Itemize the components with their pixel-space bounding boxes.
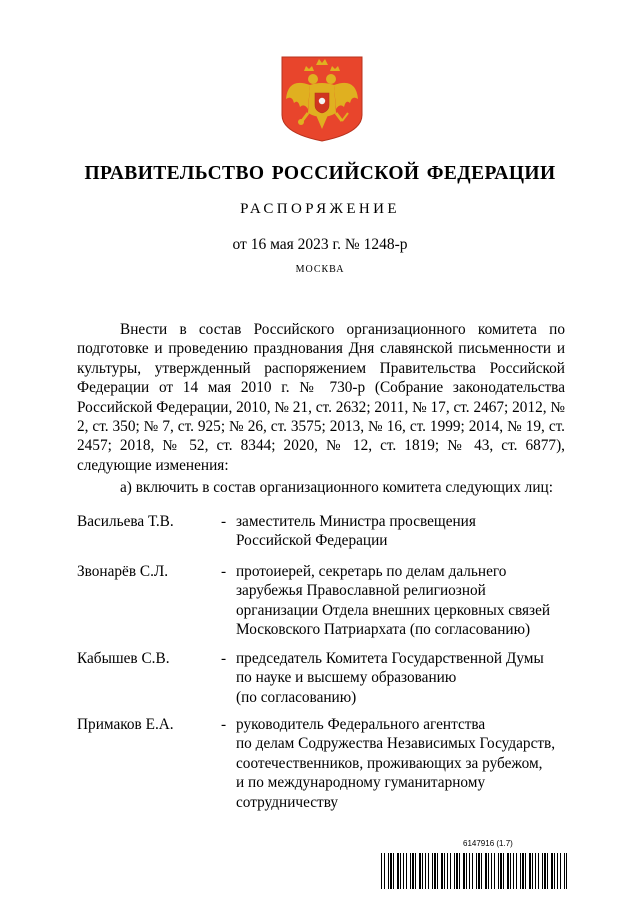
- barcode-bar: [412, 853, 414, 889]
- barcode-bar: [437, 853, 438, 889]
- role-line: Московского Патриархата (по согласованию): [236, 621, 531, 639]
- barcode-bar: [538, 853, 539, 889]
- barcode-bar: [415, 853, 416, 889]
- barcode-bar: [503, 853, 504, 889]
- barcode-bar: [476, 853, 477, 889]
- role-line: протоиерей, секретарь по делам дальнего: [236, 563, 507, 580]
- member-name: Примаков Е.А.: [77, 716, 174, 733]
- barcode-bar: [425, 853, 426, 889]
- barcode-bar: [535, 853, 536, 889]
- member-dash: -: [221, 716, 227, 733]
- barcode-bar: [393, 853, 394, 889]
- document-city: МОСКВА: [295, 264, 345, 275]
- barcode-bar: [381, 853, 382, 889]
- barcode-bar: [450, 853, 451, 889]
- barcode-bar: [529, 853, 531, 889]
- barcode-bar: [469, 853, 470, 889]
- member-role: [236, 715, 566, 812]
- barcode-bar: [463, 853, 465, 889]
- member-role: [236, 649, 566, 707]
- barcode-bar: [388, 853, 389, 889]
- barcode-icon: [381, 853, 567, 889]
- barcode-bar: [544, 853, 546, 889]
- barcode-bar: [488, 853, 489, 889]
- member-dash: -: [221, 513, 227, 530]
- russian-coat-of-arms-icon: [280, 55, 364, 143]
- barcode-bar: [522, 853, 524, 889]
- document-date-number: от 16 мая 2023 г. № 1248-р: [232, 236, 408, 253]
- barcode-bar: [466, 853, 467, 889]
- role-line: по делам Содружества Независимых Государств,: [236, 735, 556, 753]
- member-name: Кабышев С.В.: [77, 650, 170, 667]
- barcode-bar: [397, 853, 399, 889]
- member-dash: -: [221, 650, 227, 667]
- barcode-bar: [507, 853, 509, 889]
- barcode-bar: [564, 853, 565, 889]
- clause-a: а) включить в состав организационного комитета следующих лиц:: [120, 479, 553, 496]
- barcode-bar: [422, 853, 423, 889]
- barcode-bar: [441, 853, 443, 889]
- barcode-bar: [454, 853, 455, 889]
- barcode-bar: [419, 853, 421, 889]
- role-line: руководитель Федерального агентства: [236, 716, 486, 733]
- barcode-code: 6147916 (1.7): [463, 839, 513, 848]
- barcode-bar: [557, 853, 558, 889]
- barcode-bar: [551, 853, 553, 889]
- barcode-bar: [434, 853, 436, 889]
- role-line: по науке и высшему образованию: [236, 669, 457, 687]
- barcode-bar: [456, 853, 458, 889]
- role-line: организации Отдела внешних церковных связей: [236, 601, 551, 619]
- barcode-bar: [444, 853, 445, 889]
- barcode-bar: [520, 853, 521, 889]
- barcode-bar: [410, 853, 411, 889]
- main-paragraph-block: [77, 320, 565, 475]
- role-line: заместитель Министра просвещения: [236, 513, 476, 530]
- member-role: [236, 562, 566, 640]
- barcode-bar: [532, 853, 533, 889]
- member-role: [236, 512, 566, 551]
- barcode-bar: [560, 853, 561, 889]
- member-name: Звонарёв С.Л.: [77, 563, 169, 580]
- main-paragraph: Внести в состав Российского организационного комитета по подготовке и проведению празднования Дня славянской письменности и культуры, утвержденный распоряжением Правительства Российской Федерации от 14 мая 2010 г. № 730-р (Собрание законодательства Российской Федерации, 2010, № 21, ст. 2632; 2011, № 17, ст. 2467; 2012, № 2, ст. 350; № 7, ст. 925; № 26, ст. 3575; 2013, № 16, ст. 1999; 2014, № 19, ст. 2457; 2018, № 52, ст. 8344; 2020, № 12, ст. 1819; № 43, ст. 6877), следующие изменения:: [77, 321, 565, 474]
- barcode-bar: [500, 853, 502, 889]
- barcode-bar: [542, 853, 543, 889]
- role-line: и по международному гуманитарному: [236, 774, 486, 792]
- role-line: сотрудничеству: [236, 793, 339, 811]
- barcode-bar: [384, 853, 385, 889]
- document-type: РАСПОРЯЖЕНИЕ: [240, 201, 400, 217]
- role-line: председатель Комитета Государственной Думы: [236, 650, 544, 667]
- barcode-bar: [516, 853, 517, 889]
- barcode-bar: [525, 853, 526, 889]
- barcode-bar: [390, 853, 392, 889]
- barcode-bar: [566, 853, 567, 889]
- barcode-bar: [478, 853, 480, 889]
- barcode-bar: [400, 853, 401, 889]
- role-line: (по согласованию): [236, 688, 357, 706]
- barcode-bar: [459, 853, 460, 889]
- barcode-bar: [481, 853, 482, 889]
- role-line: зарубежья Православной религиозной: [236, 582, 486, 600]
- barcode-bar: [472, 853, 473, 889]
- barcode-bar: [513, 853, 514, 889]
- barcode-bar: [498, 853, 499, 889]
- barcode-bar: [432, 853, 433, 889]
- barcode-bar: [406, 853, 407, 889]
- barcode-bar: [494, 853, 495, 889]
- government-title: ПРАВИТЕЛЬСТВО РОССИЙСКОЙ ФЕДЕРАЦИИ: [84, 163, 556, 184]
- member-dash: -: [221, 563, 227, 580]
- member-name: Васильева Т.В.: [77, 513, 174, 530]
- barcode-bar: [554, 853, 555, 889]
- barcode-bar: [547, 853, 548, 889]
- barcode-bar: [510, 853, 511, 889]
- barcode-bar: [447, 853, 448, 889]
- role-line: Российской Федерации: [236, 532, 388, 550]
- barcode-bar: [485, 853, 487, 889]
- barcode-bar: [403, 853, 404, 889]
- barcode-bar: [491, 853, 492, 889]
- role-line: соотечественников, проживающих за рубежом,: [236, 754, 543, 772]
- barcode-bar: [428, 853, 429, 889]
